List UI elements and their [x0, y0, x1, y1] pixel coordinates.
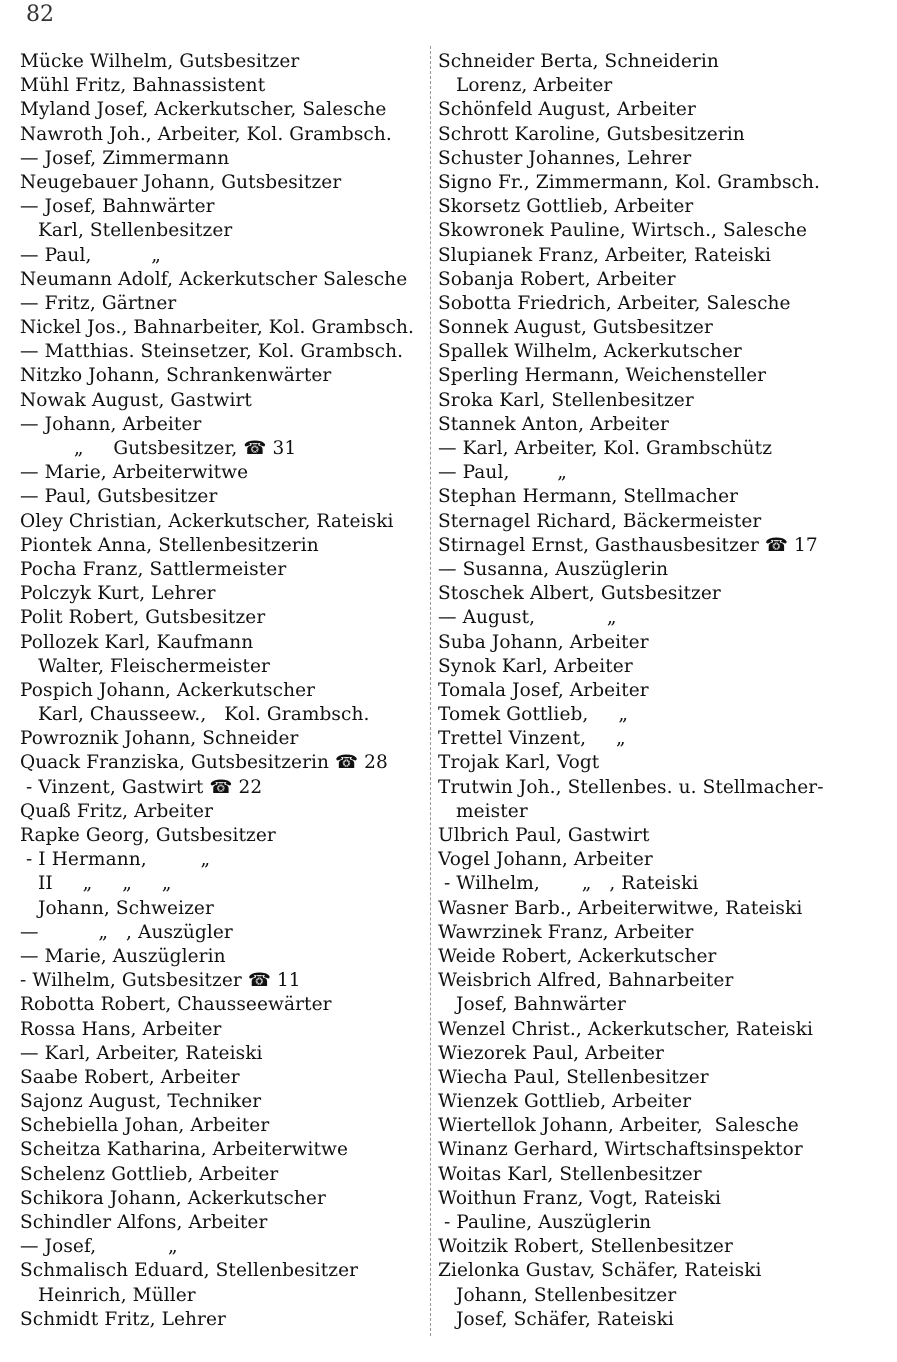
directory-entry: Johann, Stellenbesitzer: [438, 1284, 677, 1306]
directory-entry: Stoschek Albert, Gutsbesitzer: [438, 583, 721, 605]
directory-entry: — Johann, Arbeiter: [20, 413, 202, 435]
directory-entry: Sobotta Friedrich, Arbeiter, Salesche: [438, 292, 791, 314]
directory-entry: — Marie, Auszüglerin: [20, 945, 226, 967]
directory-entry: Neugebauer Johann, Gutsbesitzer: [20, 171, 342, 193]
directory-entry: Skorsetz Gottlieb, Arbeiter: [438, 196, 694, 218]
directory-entry: Trutwin Joh., Stellenbes. u. Stellmacher-: [438, 776, 824, 798]
directory-entry: Signo Fr., Zimmermann, Kol. Grambsch.: [438, 171, 820, 193]
directory-entry: Mücke Wilhelm, Gutsbesitzer: [20, 51, 300, 72]
directory-entry: Winanz Gerhard, Wirtschaftsinspektor: [438, 1139, 803, 1161]
directory-entry: Tomala Josef, Arbeiter: [438, 679, 649, 701]
left-column: [20, 50, 428, 1332]
directory-entry: — Matthias. Steinsetzer, Kol. Grambsch.: [20, 341, 404, 363]
directory-entry: meister: [438, 800, 528, 822]
directory-entry: Schrott Karoline, Gutsbesitzerin: [438, 123, 745, 145]
directory-entry: Neumann Adolf, Ackerkutscher Salesche: [20, 268, 408, 290]
directory-entry: Nitzko Johann, Schrankenwärter: [20, 365, 332, 387]
directory-entry: Weide Robert, Ackerkutscher: [438, 945, 717, 967]
directory-entry: Sperling Hermann, Weichensteller: [438, 365, 767, 387]
directory-entry: - Pauline, Auszüglerin: [438, 1212, 652, 1233]
directory-entry: Rapke Georg, Gutsbesitzer: [20, 825, 276, 846]
page-number: 82: [26, 2, 54, 27]
directory-entry: Powroznik Johann, Schneider: [20, 728, 299, 750]
directory-entry: Weisbrich Alfred, Bahnarbeiter: [438, 970, 734, 992]
directory-entry: „ Gutsbesitzer, ☎ 31: [20, 438, 297, 459]
directory-entry: Schelenz Gottlieb, Arbeiter: [20, 1163, 279, 1185]
directory-entry: — Susanna, Auszüglerin: [438, 558, 669, 580]
directory-entry: Piontek Anna, Stellenbesitzerin: [20, 534, 319, 556]
directory-entry: Sobanja Robert, Arbeiter: [438, 268, 676, 290]
directory-entry: Schönfeld August, Arbeiter: [438, 99, 696, 121]
directory-entry: Nawroth Joh., Arbeiter, Kol. Grambsch.: [20, 123, 392, 145]
directory-entry: Schmidt Fritz, Lehrer: [20, 1308, 226, 1330]
directory-entry: Lorenz, Arbeiter: [438, 75, 613, 97]
directory-entry: — Paul, Gutsbesitzer: [20, 486, 218, 508]
directory-entry: Schikora Johann, Ackerkutscher: [20, 1187, 326, 1209]
directory-entry: Wiertellok Johann, Arbeiter, Salesche: [438, 1115, 799, 1137]
directory-entry: Ulbrich Paul, Gastwirt: [438, 825, 650, 846]
directory-entry: Woithun Franz, Vogt, Rateiski: [438, 1187, 722, 1209]
directory-entry: — Paul, „: [20, 244, 161, 266]
directory-entry: Spallek Wilhelm, Ackerkutscher: [438, 341, 742, 363]
directory-entry: Trojak Karl, Vogt: [438, 752, 600, 774]
directory-entry: Scheitza Katharina, Arbeiterwitwe: [20, 1139, 349, 1161]
directory-entry: Sternagel Richard, Bäckermeister: [438, 510, 762, 532]
directory-entry: Wasner Barb., Arbeiterwitwe, Rateiski: [438, 897, 803, 919]
directory-entry: Sroka Karl, Stellenbesitzer: [438, 389, 694, 411]
directory-entry: Tomek Gottlieb, „: [438, 704, 628, 726]
directory-entry: — „ , Auszügler: [20, 921, 233, 943]
directory-entry: — Marie, Arbeiterwitwe: [20, 462, 249, 484]
directory-entry: — Fritz, Gärtner: [20, 292, 177, 314]
directory-entry: Myland Josef, Ackerkutscher, Salesche: [20, 99, 387, 121]
directory-entry: Sajonz August, Techniker: [20, 1091, 262, 1113]
right-column: [438, 50, 888, 1332]
directory-entry: Wienzek Gottlieb, Arbeiter: [438, 1091, 692, 1113]
directory-entry: Synok Karl, Arbeiter: [438, 655, 633, 677]
directory-entry: Karl, Stellenbesitzer: [20, 220, 233, 242]
directory-entry: Nickel Jos., Bahnarbeiter, Kol. Grambsch.: [20, 317, 415, 339]
directory-entry: Quack Franziska, Gutsbesitzerin ☎ 28: [20, 752, 388, 774]
directory-entry: II „ „ „: [20, 873, 172, 895]
directory-entry: Walter, Fleischermeister: [20, 655, 270, 677]
directory-entry: Slupianek Franz, Arbeiter, Rateiski: [438, 244, 772, 266]
directory-entry: Schneider Berta, Schneiderin: [438, 51, 719, 72]
directory-entry: Heinrich, Müller: [20, 1284, 196, 1306]
directory-entry: Stirnagel Ernst, Gasthausbesitzer ☎ 17: [438, 534, 818, 556]
directory-entry: Wenzel Christ., Ackerkutscher, Rateiski: [438, 1018, 814, 1040]
directory-entry: — Karl, Arbeiter, Kol. Grambschütz: [438, 438, 773, 459]
directory-entry: - Vinzent, Gastwirt ☎ 22: [20, 776, 263, 798]
directory-entry: — Karl, Arbeiter, Rateiski: [20, 1042, 263, 1064]
column-divider: [430, 46, 431, 1336]
directory-entry: Polit Robert, Gutsbesitzer: [20, 607, 266, 629]
directory-entry: Wiezorek Paul, Arbeiter: [438, 1042, 664, 1064]
directory-entry: Woitas Karl, Stellenbesitzer: [438, 1163, 702, 1185]
directory-entry: - Wilhelm, Gutsbesitzer ☎ 11: [20, 970, 301, 992]
directory-entry: Pospich Johann, Ackerkutscher: [20, 679, 316, 701]
directory-entry: Suba Johann, Arbeiter: [438, 631, 649, 653]
directory-entry: Josef, Bahnwärter: [438, 994, 626, 1016]
directory-entry: Oley Christian, Ackerkutscher, Rateiski: [20, 510, 394, 532]
directory-entry: Nowak August, Gastwirt: [20, 389, 252, 411]
directory-entry: Karl, Chausseew., Kol. Grambsch.: [20, 704, 370, 726]
directory-entry: Pollozek Karl, Kaufmann: [20, 631, 254, 653]
directory-entry: Pocha Franz, Sattlermeister: [20, 558, 287, 580]
directory-entry: Stephan Hermann, Stellmacher: [438, 486, 739, 508]
directory-entry: — Josef, Bahnwärter: [20, 196, 215, 218]
directory-entry: Josef, Schäfer, Rateiski: [438, 1308, 674, 1330]
directory-entry: Schebiella Johan, Arbeiter: [20, 1115, 270, 1137]
directory-entry: — Paul, „: [438, 462, 567, 484]
directory-entry: Stannek Anton, Arbeiter: [438, 413, 669, 435]
directory-entry: Vogel Johann, Arbeiter: [438, 849, 653, 871]
directory-entry: - Wilhelm, „ , Rateiski: [438, 873, 699, 895]
directory-entry: Polczyk Kurt, Lehrer: [20, 583, 216, 605]
directory-entry: — Josef, Zimmermann: [20, 147, 230, 169]
directory-entry: Saabe Robert, Arbeiter: [20, 1066, 240, 1088]
directory-entry: Rossa Hans, Arbeiter: [20, 1018, 222, 1040]
directory-entry: — Josef, „: [20, 1236, 178, 1258]
directory-entry: Quaß Fritz, Arbeiter: [20, 800, 214, 822]
directory-entry: - I Hermann, „: [20, 849, 211, 871]
directory-entry: Wiecha Paul, Stellenbesitzer: [438, 1066, 709, 1088]
directory-entry: Schuster Johannes, Lehrer: [438, 147, 692, 169]
directory-entry: — August, „: [438, 607, 617, 629]
directory-entry: Sonnek August, Gutsbesitzer: [438, 317, 713, 339]
directory-entry: Wawrzinek Franz, Arbeiter: [438, 921, 694, 943]
directory-entry: Woitzik Robert, Stellenbesitzer: [438, 1236, 733, 1258]
directory-entry: Zielonka Gustav, Schäfer, Rateiski: [438, 1260, 762, 1282]
directory-entry: Schmalisch Eduard, Stellenbesitzer: [20, 1260, 359, 1282]
directory-entry: Trettel Vinzent, „: [438, 728, 626, 750]
directory-entry: Schindler Alfons, Arbeiter: [20, 1212, 268, 1233]
directory-entry: Robotta Robert, Chausseewärter: [20, 994, 332, 1016]
directory-entry: Mühl Fritz, Bahnassistent: [20, 75, 266, 97]
directory-entry: Johann, Schweizer: [20, 897, 214, 919]
directory-entry: Skowronek Pauline, Wirtsch., Salesche: [438, 220, 808, 242]
